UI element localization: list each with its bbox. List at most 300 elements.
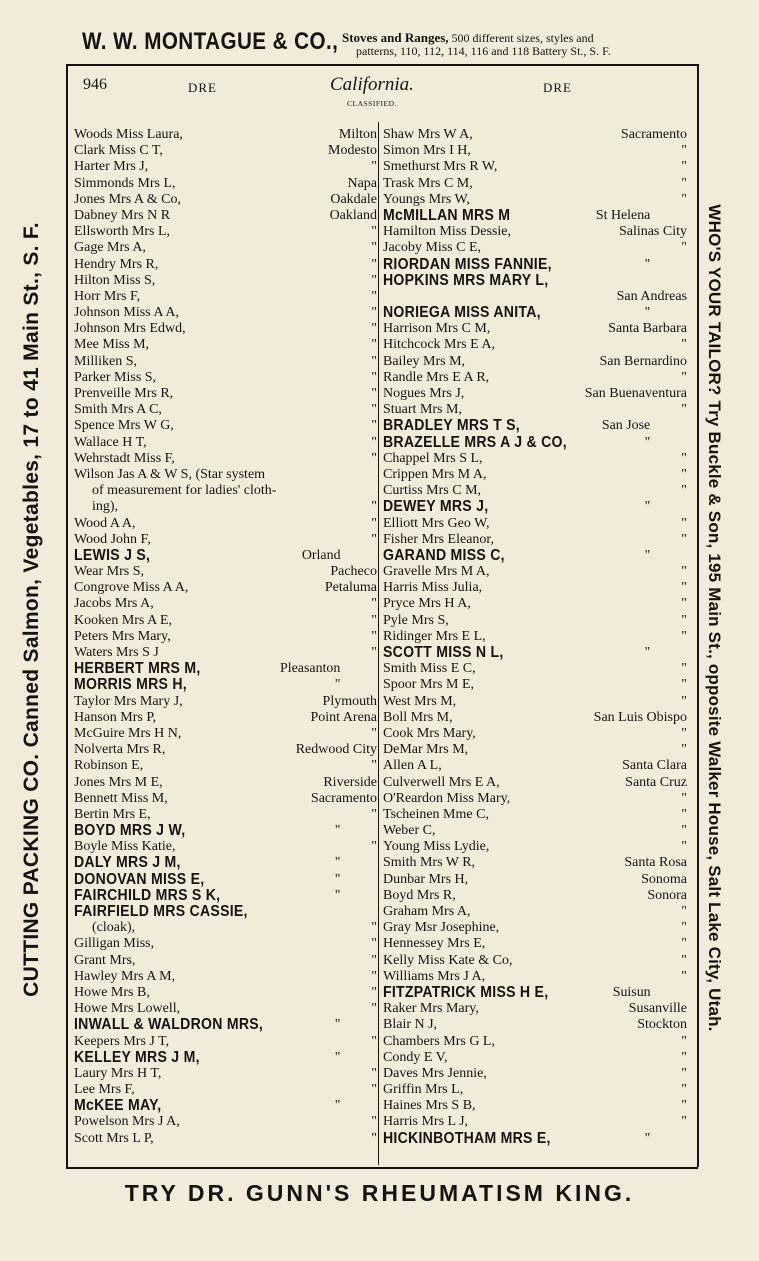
left-margin-advertisement: CUTTING PACKING CO. Canned Salmon, Vegetables, 17 to 41 Main St., S. F. — [20, 222, 43, 997]
listing-place: " — [371, 369, 377, 385]
listing-place: " — [681, 904, 687, 919]
listing-place: San Luis Obispo — [593, 709, 687, 725]
page-title: California. — [330, 74, 414, 95]
listing-row — [383, 435, 651, 451]
header-right-abbrev: DRE — [543, 80, 572, 95]
listing-name: Wehrstadt Miss F, — [74, 450, 175, 466]
listing-name: Harrison Mrs C M, — [383, 321, 491, 337]
listing-name: West Mrs M, — [383, 693, 457, 709]
listing-name: Crippen Mrs M A, — [383, 466, 487, 482]
listing-row — [383, 143, 687, 159]
listing-place: " — [371, 839, 377, 855]
listing-place: San Bernardino — [599, 353, 687, 369]
listing-place: " — [681, 1033, 687, 1049]
listing-place: Petaluma — [324, 580, 377, 596]
listing-name: BRAZELLE MRS A J & CO, — [383, 433, 567, 451]
listing-place: Riverside — [323, 774, 377, 790]
listing-row — [383, 1098, 687, 1114]
listing-name: Harter Mrs J, — [74, 159, 149, 175]
listing-row — [74, 192, 377, 208]
listing-name: Hanson Mrs P, — [74, 709, 157, 725]
listing-name: Wallace H T, — [74, 434, 147, 450]
left-frame-line — [66, 64, 68, 1167]
listing-row — [74, 839, 377, 855]
listing-name: O'Reardon Miss Mary, — [383, 790, 511, 806]
listing-row — [74, 985, 377, 1001]
listing-name: Waters Mrs S J — [74, 645, 159, 660]
listing-row — [74, 257, 377, 273]
page-header — [68, 72, 697, 116]
listing-name: Elliott Mrs Geo W, — [383, 515, 490, 531]
tagline-bold: Stoves and Ranges, — [342, 30, 449, 45]
listing-name: Youngs Mrs W, — [383, 191, 470, 207]
listing-place: " — [644, 645, 651, 660]
listing-place: " — [681, 742, 687, 758]
listing-place: " — [681, 952, 687, 968]
listing-name: BRADLEY MRS T S, — [383, 417, 520, 435]
listing-place: " — [371, 418, 377, 434]
listing-name: Boyd Mrs R, — [383, 887, 456, 903]
listing-row — [74, 936, 377, 952]
listing-row — [383, 516, 687, 532]
listing-name: Raker Mrs Mary, — [383, 1001, 479, 1017]
listing-row — [74, 953, 377, 969]
listing-name: Spoor Mrs M E, — [383, 677, 475, 693]
listing-place: " — [681, 612, 687, 628]
listing-place: " — [681, 1049, 687, 1065]
listing-place: " — [371, 386, 377, 401]
listing-name: Gage Mrs A, — [74, 240, 146, 256]
listing-place: Modesto — [328, 143, 377, 159]
listing-place: " — [371, 758, 377, 774]
listing-row — [383, 257, 651, 273]
listing-row — [383, 321, 687, 337]
listing-row — [74, 1001, 377, 1017]
listing-place: " — [371, 531, 377, 547]
listing-place: " — [681, 1114, 687, 1130]
listing-name: Woods Miss Laura, — [74, 127, 183, 142]
listing-place: " — [371, 1033, 377, 1049]
listing-name: Boll Mrs M, — [383, 709, 453, 725]
listing-place: " — [371, 645, 377, 660]
listing-place: Oakland — [329, 207, 377, 223]
listing-row — [383, 888, 687, 904]
listing-name: McKEE MAY, — [74, 1097, 162, 1115]
listing-name: Lee Mrs F, — [74, 1082, 135, 1098]
listing-name: Howe Mrs Lowell, — [74, 1001, 181, 1017]
listing-place: " — [371, 725, 377, 741]
listing-name: of measurement for ladies' cloth- — [92, 483, 277, 499]
listing-row — [74, 758, 377, 774]
listing-row — [74, 499, 377, 515]
listing-row — [74, 159, 377, 175]
listing-row — [383, 1066, 687, 1082]
listing-name: GARAND MISS C, — [383, 546, 505, 564]
listing-name: Keepers Mrs J T, — [74, 1033, 170, 1049]
listing-place: Santa Barbara — [608, 321, 687, 337]
listing-name: ing), — [92, 499, 119, 515]
listing-row — [383, 613, 687, 629]
listing-row — [74, 823, 341, 839]
listing-name: Smethurst Mrs R W, — [383, 159, 498, 175]
listing-place: " — [681, 531, 687, 547]
listing-row — [74, 596, 377, 612]
listing-name: HOPKINS MRS MARY L, — [383, 271, 549, 289]
listing-row — [383, 483, 687, 499]
listing-place: " — [681, 240, 687, 256]
listing-row — [383, 1114, 687, 1130]
listing-place: Orland — [301, 547, 341, 563]
listing-row — [383, 273, 651, 289]
listing-name: BOYD MRS J W, — [74, 822, 186, 840]
page-subtitle: CLASSIFIED. — [347, 99, 397, 108]
listing-row — [74, 645, 377, 661]
listing-place: " — [334, 823, 341, 839]
listing-place: " — [371, 450, 377, 466]
right-margin-advertisement: WHO'S YOUR TAILOR? Try Buckle & Son, 195 Main St., opposite Walker House, Salt Lake City, Utah. — [705, 204, 724, 1032]
listing-row — [383, 354, 687, 370]
listing-row — [74, 920, 377, 936]
listing-row — [74, 451, 377, 467]
listing-row — [74, 888, 341, 904]
listing-place: " — [334, 855, 341, 871]
listing-place: " — [644, 499, 651, 515]
listing-row — [74, 904, 341, 920]
listing-name: Bailey Mrs M, — [383, 353, 466, 369]
listing-row — [74, 435, 377, 451]
listing-place: " — [681, 839, 687, 855]
listing-name: Williams Mrs J A, — [383, 968, 486, 984]
listing-name: Blair N J, — [383, 1017, 438, 1033]
listing-name: Graham Mrs A, — [383, 904, 471, 919]
listing-name: Scott Mrs L P, — [74, 1130, 154, 1146]
listing-place: " — [681, 1082, 687, 1098]
listing-row — [74, 791, 377, 807]
listing-name: Harris Miss Julia, — [383, 580, 483, 596]
listing-row — [74, 613, 377, 629]
listing-row — [74, 1017, 341, 1033]
listing-name: Simmonds Mrs L, — [74, 175, 176, 191]
listing-row — [74, 872, 341, 888]
top-rule — [66, 64, 698, 66]
listing-name: Haines Mrs S B, — [383, 1098, 476, 1114]
listing-row — [74, 273, 377, 289]
listing-name: Wear Mrs S, — [74, 564, 145, 580]
listing-row — [74, 548, 341, 564]
listing-name: Wilson Jas A & W S, (Star system — [74, 466, 266, 482]
listing-place: Plymouth — [322, 693, 377, 709]
listing-place: " — [371, 337, 377, 353]
listing-name: Bennett Miss M, — [74, 790, 168, 806]
listing-place: Pleasanton — [280, 661, 341, 677]
listing-place: " — [371, 321, 377, 337]
listing-name: Hitchcock Mrs E A, — [383, 337, 495, 353]
listing-row — [383, 661, 687, 677]
listing-name: Jacoby Miss C E, — [383, 240, 481, 256]
listing-place: " — [681, 369, 687, 385]
listing-row — [74, 127, 377, 143]
listing-place: " — [681, 936, 687, 952]
listing-name: (cloak), — [92, 920, 136, 936]
listing-name: Johnson Miss A A, — [74, 305, 180, 321]
listing-place: Sonora — [647, 887, 687, 903]
listing-place: " — [644, 1130, 651, 1146]
listing-place: " — [371, 952, 377, 968]
listing-place: " — [371, 596, 377, 612]
listing-name: Prenveille Mrs R, — [74, 386, 174, 401]
listing-place: " — [644, 547, 651, 563]
listing-row — [74, 661, 341, 677]
listing-name: Pyle Mrs S, — [383, 612, 449, 628]
listing-row — [383, 629, 687, 645]
listing-name: Simon Mrs I H, — [383, 143, 471, 159]
listing-place: " — [681, 483, 687, 499]
listing-row — [74, 305, 377, 321]
listing-name: LEWIS J S, — [74, 546, 151, 564]
listing-name: Robinson E, — [74, 758, 144, 774]
listing-row — [383, 192, 687, 208]
listing-place: Pacheco — [330, 564, 377, 580]
listing-place: " — [371, 288, 377, 304]
listing-place: " — [371, 305, 377, 321]
listing-row — [383, 1034, 687, 1050]
listing-row — [74, 354, 377, 370]
listing-row — [74, 1082, 377, 1098]
listing-name: Gray Msr Josephine, — [383, 920, 500, 936]
listing-place: Suisun — [612, 984, 651, 1000]
listing-row — [383, 969, 687, 985]
listing-name: Spence Mrs W G, — [74, 418, 174, 434]
listing-name: Nogues Mrs J, — [383, 386, 465, 401]
listing-name: Milliken S, — [74, 353, 138, 369]
listing-place: " — [371, 240, 377, 256]
listing-row — [383, 726, 687, 742]
listing-name: FITZPATRICK MISS H E, — [383, 983, 549, 1001]
tagline-line2: patterns, 110, 112, 114, 116 and 118 Battery St., S. F. — [356, 44, 611, 58]
listing-place: " — [371, 1114, 377, 1130]
listing-name: Taylor Mrs Mary J, — [74, 693, 183, 709]
listing-name: Cook Mrs Mary, — [383, 725, 476, 741]
listing-name: DONOVAN MISS E, — [74, 870, 205, 888]
listing-row — [383, 159, 687, 175]
listing-row — [74, 208, 377, 224]
listing-name: Weber C, — [383, 823, 436, 839]
listing-row — [383, 289, 687, 305]
listing-name: Hilton Miss S, — [74, 272, 156, 288]
listing-row — [383, 208, 651, 224]
listing-name: HERBERT MRS M, — [74, 660, 201, 678]
listing-name: Condy E V, — [383, 1049, 448, 1065]
listing-row — [74, 1131, 377, 1147]
listing-place: San Andreas — [616, 288, 687, 304]
tagline-line1: 500 different sizes, styles and — [448, 31, 594, 45]
listing-place: Napa — [347, 175, 377, 191]
listing-row — [383, 1017, 687, 1033]
listing-place: " — [681, 596, 687, 612]
listing-name: INWALL & WALDRON MRS, — [74, 1016, 264, 1034]
page-number: 946 — [83, 76, 107, 93]
listing-place: " — [681, 159, 687, 175]
listing-name: Peters Mrs Mary, — [74, 628, 171, 644]
listing-place: " — [681, 191, 687, 207]
listing-row — [383, 224, 687, 240]
listing-place: " — [371, 402, 377, 418]
listing-name: Clark Miss C T, — [74, 143, 163, 159]
listing-place: Point Arena — [310, 709, 377, 725]
listing-name: Fisher Mrs Eleanor, — [383, 531, 495, 547]
listing-row — [74, 775, 377, 791]
listing-place: " — [334, 871, 341, 887]
listing-name: Ridinger Mrs E L, — [383, 628, 486, 644]
listing-place: " — [681, 1065, 687, 1081]
listing-place: St Helena — [595, 207, 651, 223]
listing-row — [74, 483, 377, 499]
listing-name: Trask Mrs C M, — [383, 175, 473, 191]
listing-place: " — [334, 677, 341, 693]
listing-place: " — [371, 1130, 377, 1146]
listing-place: " — [681, 806, 687, 822]
listing-name: Dabney Mrs N R — [74, 207, 171, 223]
listing-name: Curtiss Mrs C M, — [383, 483, 482, 499]
listing-name: McMILLAN MRS M — [383, 206, 511, 224]
listing-place: " — [371, 806, 377, 822]
listing-place: " — [371, 434, 377, 450]
listing-place: " — [371, 1065, 377, 1081]
listing-row — [383, 904, 687, 920]
listing-row — [383, 402, 687, 418]
listing-place: " — [371, 353, 377, 369]
header-left-abbrev: DRE — [188, 80, 217, 95]
listing-row — [383, 920, 687, 936]
listing-name: Randle Mrs E A R, — [383, 369, 490, 385]
listing-place: " — [681, 1098, 687, 1114]
listing-place: " — [681, 725, 687, 741]
listing-place: " — [334, 1049, 341, 1065]
listing-place: " — [371, 936, 377, 952]
listing-name: Jacobs Mrs A, — [74, 596, 154, 612]
listing-name: Stuart Mrs M, — [383, 402, 462, 418]
listing-place: " — [681, 515, 687, 531]
listing-place: " — [371, 1001, 377, 1017]
listing-place: " — [681, 790, 687, 806]
listing-place: " — [681, 677, 687, 693]
listing-name: Wood John F, — [74, 531, 151, 547]
listing-place: " — [371, 499, 377, 515]
listing-name: Gilligan Miss, — [74, 936, 155, 952]
listing-row — [383, 823, 687, 839]
listing-place: " — [334, 1098, 341, 1114]
listing-place: " — [334, 887, 341, 903]
listing-row — [74, 1114, 377, 1130]
listing-row — [74, 176, 377, 192]
listing-row — [383, 337, 687, 353]
listing-name: McGuire Mrs H N, — [74, 725, 182, 741]
listing-place: San Buenaventura — [584, 386, 687, 401]
listing-place: " — [371, 920, 377, 936]
listing-row — [74, 402, 377, 418]
listing-name: Tscheinen Mme C, — [383, 806, 489, 822]
listing-name: Boyle Miss Katie, — [74, 839, 176, 855]
listing-place: " — [371, 1082, 377, 1098]
top-advertisement — [0, 28, 759, 62]
listing-name: MORRIS MRS H, — [74, 676, 187, 694]
listing-name: Johnson Mrs Edwd, — [74, 321, 186, 337]
listing-row — [383, 839, 687, 855]
listing-name: Grant Mrs, — [74, 952, 136, 968]
listing-row — [74, 143, 377, 159]
bottom-advertisement: TRY DR. GUNN'S RHEUMATISM KING. — [124, 1180, 635, 1206]
listing-place: Salinas City — [618, 224, 687, 240]
listing-row — [383, 775, 687, 791]
listing-row — [383, 467, 687, 483]
listing-name: NORIEGA MISS ANITA, — [383, 304, 541, 322]
listing-name: Gravelle Mrs M A, — [383, 564, 490, 580]
listing-place: " — [371, 968, 377, 984]
listing-row — [74, 224, 377, 240]
listing-place: " — [644, 434, 651, 450]
right-column — [383, 127, 687, 1147]
listing-row — [74, 1066, 377, 1082]
left-column — [74, 127, 377, 1147]
listing-row — [74, 370, 377, 386]
listing-place: " — [644, 256, 651, 272]
listing-place: Milton — [338, 127, 377, 142]
listing-name: FAIRFIELD MRS CASSIE, — [74, 903, 248, 920]
listing-row — [383, 532, 687, 548]
listing-place: " — [644, 305, 651, 321]
listing-place: " — [681, 450, 687, 466]
listing-place: " — [371, 159, 377, 175]
listing-name: Hamilton Miss Dessie, — [383, 224, 511, 240]
listing-row — [74, 1098, 341, 1114]
listing-row — [383, 807, 687, 823]
listing-name: RIORDAN MISS FANNIE, — [383, 255, 552, 273]
listing-name: Congrove Miss A A, — [74, 580, 189, 596]
listing-row — [74, 742, 377, 758]
listing-row — [74, 516, 377, 532]
listing-name: Harris Mrs L J, — [383, 1114, 469, 1130]
listing-name: KELLEY MRS J M, — [74, 1048, 200, 1066]
listing-row — [383, 451, 687, 467]
listing-row — [74, 1034, 377, 1050]
listing-place: " — [371, 612, 377, 628]
listing-place: San Jose — [602, 418, 651, 434]
listing-row — [383, 645, 651, 661]
listing-name: Daves Mrs Jennie, — [383, 1065, 487, 1081]
listing-place: Oakdale — [330, 191, 377, 207]
listing-place: " — [371, 256, 377, 272]
listing-row — [383, 240, 687, 256]
listing-name: Kelly Miss Kate & Co, — [383, 952, 513, 968]
listing-row — [383, 872, 687, 888]
listing-row — [383, 564, 687, 580]
listing-name: Jones Mrs A & Co, — [74, 191, 181, 207]
listing-place: " — [681, 580, 687, 596]
listing-row — [74, 386, 377, 402]
listing-name: Chambers Mrs G L, — [383, 1033, 495, 1049]
listing-row — [383, 1131, 651, 1147]
listing-place: Santa Clara — [622, 758, 687, 774]
listing-row — [383, 596, 687, 612]
listing-row — [383, 855, 687, 871]
listing-place: Susanville — [628, 1001, 687, 1017]
listing-name: Smith Miss E C, — [383, 661, 476, 677]
listing-name: Hawley Mrs A M, — [74, 968, 176, 984]
listing-place: " — [681, 402, 687, 418]
listing-name: Hennessey Mrs E, — [383, 936, 486, 952]
listing-name: Young Miss Lydie, — [383, 839, 490, 855]
listing-name: SCOTT MISS N L, — [383, 644, 504, 661]
